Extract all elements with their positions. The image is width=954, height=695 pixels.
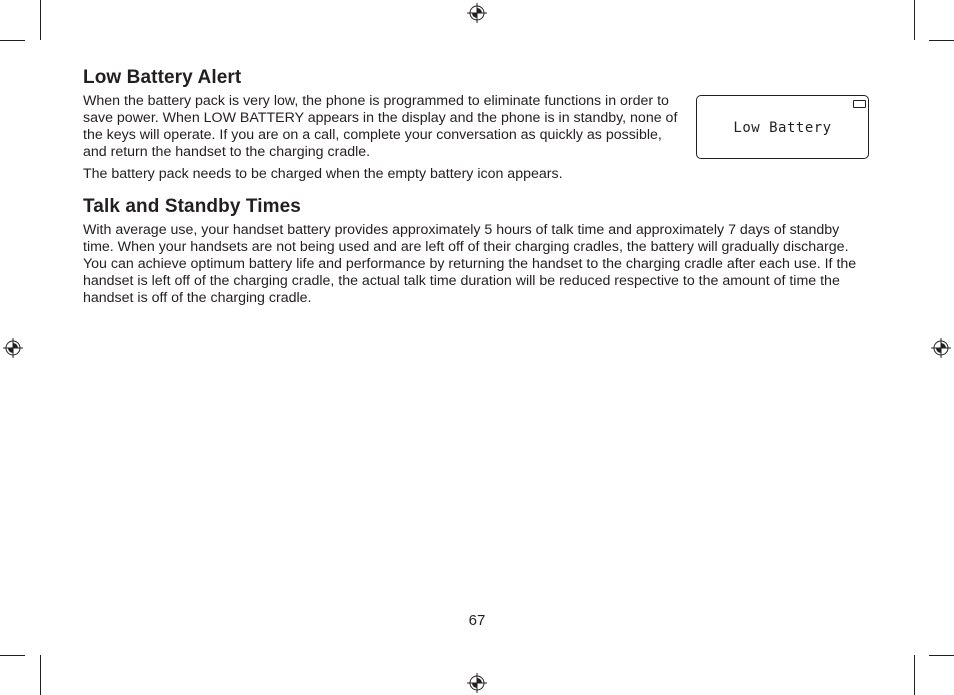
crop-mark (40, 655, 41, 695)
crop-mark (40, 0, 41, 40)
section-title-low-battery-alert: Low Battery Alert (83, 67, 242, 88)
crop-mark (914, 0, 915, 40)
registration-mark-icon (467, 3, 487, 23)
paragraph-talk-standby-description: With average use, your handset battery provides approximately 5 hours of talk time and approximately 7 days of standby time. When your handsets are not being used and are left off of their charging cradles, the battery will gradually discharge. You can achieve optimum battery life and performance by returning the handset to the charging cradle after each use. If the handset is left off of the charging cradle, the actual talk time duration will be reduced respective to the amount of time the handset is off of the charging cradle. (83, 222, 857, 306)
empty-battery-icon (853, 100, 866, 108)
registration-mark-icon (931, 338, 951, 358)
registration-mark-icon (467, 673, 487, 693)
page-number: 67 (468, 612, 486, 629)
registration-mark-icon (3, 338, 23, 358)
crop-mark (0, 40, 25, 41)
crop-mark (914, 655, 915, 695)
crop-mark (929, 40, 954, 41)
paragraph-low-battery-description: When the battery pack is very low, the phone is programmed to eliminate functions in order to save power. When LOW BATTERY appears in the display and the phone is in standby, none of the keys will operate. If you are on a call, complete your conversation as quickly as possible, and return the handset to the charging cradle. (83, 93, 678, 160)
display-text: Low Battery (733, 120, 832, 136)
crop-mark (0, 655, 25, 656)
handset-display-illustration (696, 95, 869, 159)
paragraph-charge-note: The battery pack needs to be charged when the empty battery icon appears. (83, 166, 563, 182)
crop-mark (929, 655, 954, 656)
section-title-talk-standby-times: Talk and Standby Times (83, 196, 301, 217)
